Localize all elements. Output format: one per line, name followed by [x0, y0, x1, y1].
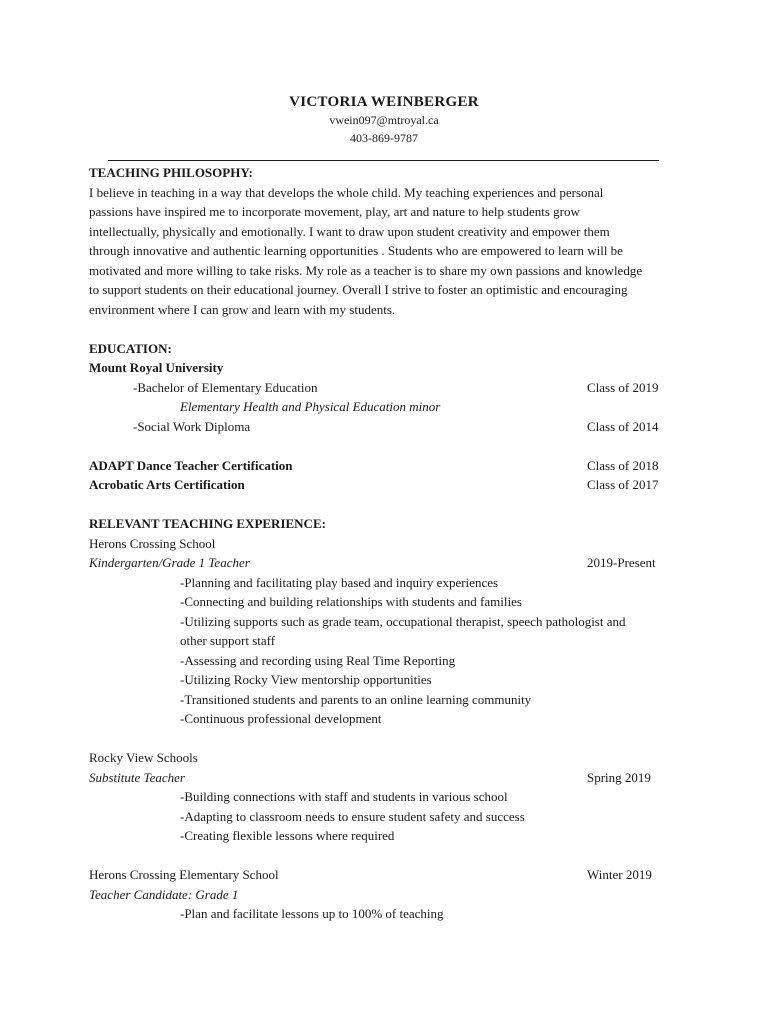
- minor: [89, 397, 679, 417]
- school-name: Mount Royal University: [89, 360, 224, 375]
- diploma-date: Class of 2014: [587, 418, 659, 434]
- experience-heading: RELEVANT TEACHING EXPERIENCE:: [89, 516, 326, 531]
- resume-header: [0, 93, 768, 147]
- philosophy-line: passions have inspired me to incorporate movement, play, art and nature to help students grow: [89, 204, 580, 219]
- phone: 403-869-9787: [350, 131, 418, 145]
- certification-date: Class of 2017: [587, 477, 659, 492]
- philosophy-heading: TEACHING PHILOSOPHY:: [89, 165, 253, 180]
- job-bullet: -Utilizing Rocky View mentorship opportunities: [180, 672, 432, 687]
- job-bullet: -Transitioned students and parents to an online learning community: [180, 691, 532, 707]
- employer-row: [89, 865, 679, 885]
- certification-name: Acrobatic Arts Certification: [89, 477, 245, 492]
- employer: Herons Crossing Elementary School: [89, 867, 279, 882]
- philosophy-line: to support students on their educational journey. Overall I strive to foster an optimistic and encouraging: [89, 282, 628, 297]
- philosophy-line: environment where I can grow and learn with my students.: [89, 301, 396, 317]
- job-date: Winter 2019: [587, 867, 652, 882]
- employer: Herons Crossing School: [89, 535, 216, 551]
- philosophy-line: through innovative and authentic learning opportunities . Students who are empowered to learn will be: [89, 243, 623, 258]
- job-role: Teacher Candidate: Grade 1: [89, 886, 239, 902]
- job-bullet: -Creating flexible lessons where required: [180, 828, 395, 843]
- philosophy-line: intellectually, physically and emotionally. I want to draw upon student creativity and empower them: [89, 223, 610, 239]
- job-bullet: -Assessing and recording using Real Time Reporting: [180, 652, 456, 668]
- job-role-row: [89, 768, 679, 788]
- education-entry: [89, 378, 679, 398]
- certification-entry: [89, 475, 679, 495]
- job-date: Spring 2019: [587, 769, 651, 785]
- job-bullet: -Adapting to classroom needs to ensure student safety and success: [180, 808, 525, 824]
- resume-body: [89, 163, 679, 924]
- education-heading: EDUCATION:: [89, 340, 172, 356]
- job-bullet: -Utilizing supports such as grade team, occupational therapist, speech pathologist and: [180, 613, 626, 629]
- philosophy-paragraph: [89, 183, 679, 320]
- candidate-name: VICTORIA WEINBERGER: [289, 94, 479, 110]
- diploma: -Social Work Diploma: [133, 418, 251, 434]
- certification-date: Class of 2018: [587, 457, 659, 473]
- job-bullet: -Continuous professional development: [180, 711, 382, 726]
- job-role: Kindergarten/Grade 1 Teacher: [89, 555, 250, 570]
- job-role: Substitute Teacher: [89, 769, 185, 785]
- job-bullet: -Plan and facilitate lessons up to 100% of teaching: [180, 906, 444, 921]
- job-bullet: -Connecting and building relationships with students and families: [180, 594, 522, 609]
- job-role-row: [89, 553, 679, 573]
- philosophy-line: motivated and more willing to take risks. My role as a teacher is to share my own passions and knowledge: [89, 262, 643, 278]
- degree-date: Class of 2019: [587, 379, 659, 395]
- degree: -Bachelor of Elementary Education: [133, 379, 318, 395]
- philosophy-line: I believe in teaching in a way that develops the whole child. My teaching experiences and personal: [89, 184, 604, 200]
- certification-name: ADAPT Dance Teacher Certification: [89, 457, 293, 473]
- minor-text: Elementary Health and Physical Education minor: [180, 399, 441, 414]
- email: vwein097@mtroyal.ca: [329, 113, 439, 127]
- header-divider: [108, 160, 659, 161]
- job-bullet: -Building connections with staff and students in various school: [180, 789, 508, 804]
- job-date: 2019-Present: [587, 555, 656, 570]
- job-bullet: other support staff: [180, 633, 276, 648]
- certification-entry: [89, 456, 679, 476]
- education-entry: [89, 417, 679, 437]
- job-bullet: -Planning and facilitating play based and inquiry experiences: [180, 574, 499, 590]
- employer: Rocky View Schools: [89, 750, 198, 765]
